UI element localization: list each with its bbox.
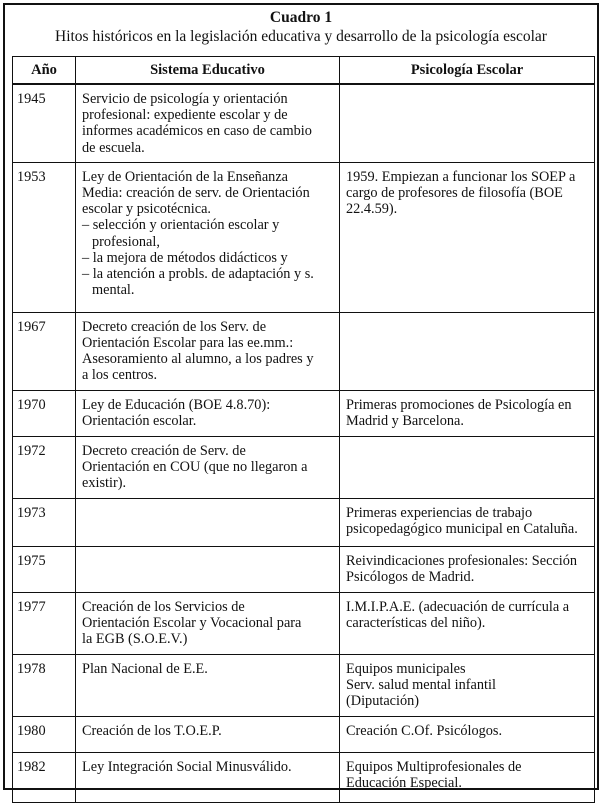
year-cell: 1972 [13,436,76,498]
table-row [13,546,595,592]
psych-text-line: Equipos Multiprofesionales de [346,758,522,775]
psych-cell [340,654,595,716]
header-year: Año [13,57,76,85]
table-row [13,592,595,654]
table-row [13,312,595,390]
header-row [13,57,595,85]
year-cell: 1973 [13,498,76,546]
psych-text-line: I.M.I.P.A.E. (adecuación de currícula a [346,598,570,615]
table-row [13,436,595,498]
table-subtitle: Hitos históricos en la legislación educativa y desarrollo de la psicología escolar [55,28,547,45]
system-text-line: Ley Integración Social Minusválido. [82,758,292,775]
psych-cell [340,312,595,390]
psych-text-line: Primeras promociones de Psicología en [346,396,572,413]
system-text-line: Ley de Educación (BOE 4.8.70): [82,396,271,413]
history-table [12,56,595,803]
psych-text-line: Creación C.Of. Psicólogos. [346,722,503,739]
psych-text-line: Educación Especial. [346,774,462,791]
system-text-line: Asesoramiento al alumno, a los padres y [82,351,314,368]
system-text-line: informes académicos en caso de cambio [82,123,312,140]
system-bullet-item: – la atención a probls. de adaptación y s. mental. [82,266,314,299]
year-cell: 1975 [13,546,76,592]
psych-cell [340,498,595,546]
system-cell [76,498,340,546]
psych-cell [340,716,595,752]
psych-text-line: Psicólogos de Madrid. [346,568,475,585]
year-cell: 1977 [13,592,76,654]
psych-text-line: Primeras experiencias de trabajo [346,504,533,521]
system-cell [76,312,340,390]
system-cell [76,546,340,592]
psych-text-line: Serv. salud mental infantil [346,676,496,693]
system-text-line: Ley de Orientación de la Enseñanza [82,168,289,185]
psych-text-line: psicopedagógico municipal en Cataluña. [346,520,578,537]
year-cell: 1953 [13,162,76,312]
system-text-line: la EGB (S.O.E.V.) [82,631,188,648]
system-text-line: Decreto creación de los Serv. de [82,318,267,335]
system-text-line: profesional: expediente escolar y de [82,107,288,124]
table-title: Cuadro 1 [269,9,333,26]
psych-text-line: Equipos municipales [346,660,466,677]
psych-text-line: Reivindicaciones profesionales: Sección [346,552,578,569]
table-row [13,716,595,752]
psych-cell [340,162,595,312]
header-psych: Psicología Escolar [340,57,595,85]
psych-text-line: Madrid y Barcelona. [346,412,464,429]
system-text-line: Orientación en COU (que no llegaron a [82,458,308,475]
system-text-line: existir). [82,475,127,492]
psych-text-line: 1959. Empiezan a funcionar los SOEP a [346,168,576,185]
system-cell [76,390,340,436]
system-text-line: Orientación Escolar para las ee.mm.: [82,335,294,352]
table-row [13,498,595,546]
system-bullet-item: – la mejora de métodos didácticos y [82,249,288,266]
table-row [13,162,595,312]
year-cell: 1980 [13,716,76,752]
psych-cell [340,84,595,162]
system-text-line: de escuela. [82,139,145,156]
system-cell [76,162,340,312]
header-system: Sistema Educativo [76,57,340,85]
psych-text-line: (Diputación) [346,693,420,710]
system-text-line: escolar y psicotécnica. [82,201,212,218]
system-cell [76,716,340,752]
system-text-line: Creación de los Servicios de [82,598,245,615]
system-text-line: Plan Nacional de E.E. [82,660,208,677]
system-text-line: Servicio de psicología y orientación [82,91,288,107]
system-text-line: a los centros. [82,367,158,384]
system-cell [76,436,340,498]
psych-cell [340,546,595,592]
system-text-line: Orientación escolar. [82,412,197,429]
system-cell [76,654,340,716]
year-cell: 1970 [13,390,76,436]
system-text-line: Orientación Escolar y Vocacional para [82,614,302,631]
psych-text-line: cargo de profesores de filosofía (BOE [346,185,563,202]
psych-cell [340,592,595,654]
psych-cell [340,436,595,498]
system-text-line: Decreto creación de Serv. de [82,442,246,459]
system-cell [76,84,340,162]
year-cell: 1978 [13,654,76,716]
psych-cell [340,390,595,436]
psych-text-line: 22.4.59). [346,201,398,218]
table-row [13,390,595,436]
table-row [13,84,595,162]
system-text-line: Creación de los T.O.E.P. [82,722,222,739]
psych-text-line: características del niño). [346,614,486,631]
year-cell: 1982 [13,752,76,802]
system-bullet-item: – selección y orientación escolar y profesional, [82,217,280,250]
year-cell: 1967 [13,312,76,390]
system-cell [76,592,340,654]
year-cell: 1945 [13,84,76,162]
system-text-line: Media: creación de serv. de Orientación [82,185,310,202]
table-row [13,654,595,716]
